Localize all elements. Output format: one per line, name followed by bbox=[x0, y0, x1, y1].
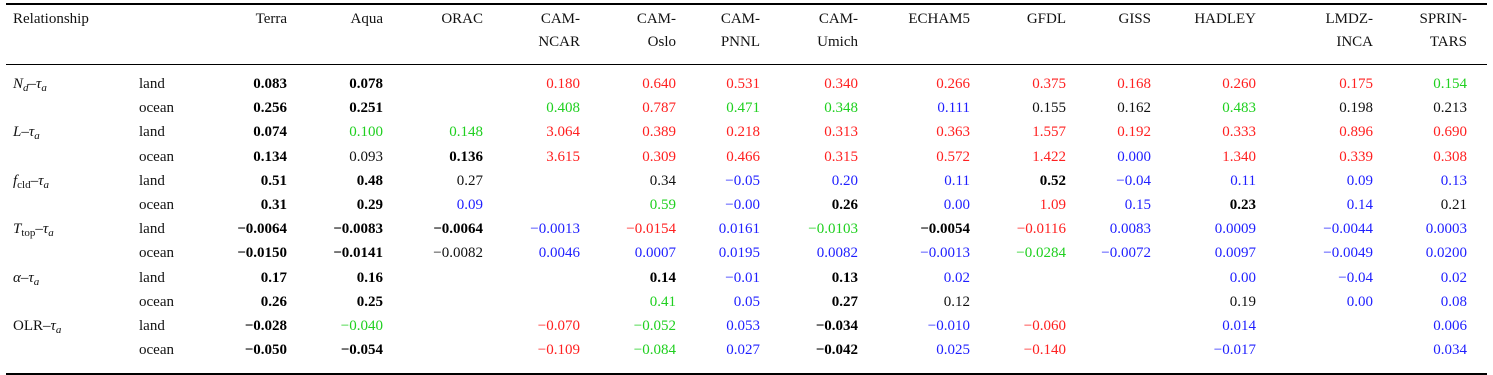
header-col-5 bbox=[721, 8, 760, 54]
header-col-line: Aqua bbox=[350, 11, 383, 27]
value-cell: 0.251 bbox=[349, 100, 383, 117]
value-cell: 0.48 bbox=[356, 172, 383, 189]
surface-label: ocean bbox=[139, 293, 174, 310]
value-cell: 0.000 bbox=[1117, 148, 1151, 165]
surface-label: land bbox=[139, 269, 165, 286]
header-col-2 bbox=[441, 8, 483, 31]
header-col-line: SPRIN- bbox=[1419, 11, 1467, 27]
value-cell: 0.466 bbox=[726, 148, 760, 165]
table-header-rule bbox=[6, 64, 1487, 65]
value-cell: 3.064 bbox=[546, 124, 580, 141]
header-col-0 bbox=[256, 8, 287, 31]
header-col-11 bbox=[1326, 8, 1374, 54]
value-cell: −0.0103 bbox=[808, 221, 858, 238]
relationship-var: N bbox=[13, 76, 24, 92]
header-col-line: LMDZ- bbox=[1325, 11, 1373, 27]
value-cell: 0.053 bbox=[726, 318, 760, 334]
value-cell: −0.050 bbox=[244, 342, 287, 359]
header-col-9 bbox=[1118, 8, 1151, 31]
value-cell: 0.339 bbox=[1339, 148, 1373, 165]
value-cell: −0.017 bbox=[1213, 342, 1256, 359]
relationship-var: T bbox=[13, 221, 22, 238]
value-cell: 0.471 bbox=[726, 100, 760, 117]
surface-label: land bbox=[139, 124, 165, 141]
relationship-var: L bbox=[13, 124, 22, 141]
value-cell: 0.13 bbox=[831, 269, 858, 286]
value-cell: 0.17 bbox=[260, 269, 287, 286]
surface-label: ocean bbox=[139, 100, 174, 117]
value-cell: 0.155 bbox=[1032, 100, 1066, 117]
value-cell: 0.787 bbox=[642, 100, 676, 117]
value-cell: 0.23 bbox=[1229, 197, 1256, 213]
value-cell: 0.0007 bbox=[634, 245, 676, 262]
surface-label: land bbox=[139, 221, 165, 238]
table-row bbox=[0, 241, 1493, 265]
value-cell: 0.05 bbox=[733, 293, 760, 310]
surface-label: land bbox=[139, 318, 165, 334]
value-cell: −0.052 bbox=[633, 318, 676, 334]
value-cell: −0.01 bbox=[725, 269, 760, 286]
value-cell: 0.12 bbox=[943, 293, 970, 310]
value-cell: 0.180 bbox=[546, 76, 580, 92]
value-cell: 0.0082 bbox=[816, 245, 858, 262]
surface-label: land bbox=[139, 172, 165, 189]
header-col-10 bbox=[1194, 8, 1256, 31]
relationship-dash: – bbox=[30, 172, 39, 189]
value-cell: 0.0003 bbox=[1425, 221, 1467, 238]
value-cell: 0.168 bbox=[1117, 76, 1151, 92]
table-row bbox=[0, 169, 1493, 193]
table-top-rule bbox=[6, 3, 1487, 5]
relationship-dash: – bbox=[35, 221, 43, 238]
value-cell: 0.389 bbox=[642, 124, 676, 141]
value-cell: 0.0200 bbox=[1425, 245, 1467, 262]
value-cell: 0.34 bbox=[649, 172, 676, 189]
header-col-12 bbox=[1419, 8, 1467, 54]
value-cell: −0.0064 bbox=[433, 221, 483, 238]
value-cell: 1.422 bbox=[1032, 148, 1066, 165]
value-cell: 0.025 bbox=[936, 342, 970, 359]
header-col-line: ECHAM5 bbox=[908, 11, 970, 27]
relationship-var: OLR bbox=[13, 318, 43, 334]
value-cell: 0.14 bbox=[1346, 197, 1373, 213]
table-row bbox=[0, 290, 1493, 314]
relationship-dash: – bbox=[21, 124, 29, 141]
value-cell: 1.557 bbox=[1032, 124, 1066, 141]
header-col-line: GFDL bbox=[1026, 11, 1066, 27]
value-cell: 0.27 bbox=[831, 293, 858, 310]
value-cell: 1.09 bbox=[1039, 197, 1066, 213]
value-cell: 0.59 bbox=[649, 197, 676, 213]
value-cell: 0.02 bbox=[1440, 269, 1467, 286]
value-cell: −0.060 bbox=[1023, 318, 1066, 334]
value-cell: −0.140 bbox=[1023, 342, 1066, 359]
header-col-line: INCA bbox=[1336, 34, 1373, 50]
value-cell: 0.00 bbox=[1346, 293, 1373, 310]
value-cell: 0.11 bbox=[944, 172, 970, 189]
relationship-tau-sub: a bbox=[33, 275, 40, 288]
value-cell: 0.192 bbox=[1117, 124, 1151, 141]
surface-label: ocean bbox=[139, 245, 174, 262]
value-cell: 0.31 bbox=[260, 197, 287, 213]
value-cell: 0.074 bbox=[253, 124, 287, 141]
table-row bbox=[0, 72, 1493, 96]
value-cell: −0.0150 bbox=[237, 245, 287, 262]
value-cell: 0.00 bbox=[1229, 269, 1256, 286]
value-cell: 0.348 bbox=[824, 100, 858, 117]
value-cell: 0.014 bbox=[1222, 318, 1256, 334]
relationship-tau-sub: a bbox=[41, 82, 47, 94]
relationship-tau: τ bbox=[50, 318, 56, 334]
value-cell: 0.154 bbox=[1433, 76, 1467, 92]
value-cell: −0.010 bbox=[927, 318, 970, 334]
table-row bbox=[0, 120, 1493, 144]
header-col-line: TARS bbox=[1429, 34, 1467, 50]
value-cell: −0.0082 bbox=[433, 245, 483, 262]
value-cell: −0.0284 bbox=[1016, 245, 1066, 262]
value-cell: −0.034 bbox=[815, 318, 858, 334]
header-col-4 bbox=[637, 8, 676, 54]
relationship-var: α bbox=[13, 269, 21, 286]
surface-label: land bbox=[139, 76, 165, 92]
value-cell: 0.315 bbox=[824, 148, 858, 165]
relationship-tau-sub: a bbox=[55, 324, 62, 336]
value-cell: 0.078 bbox=[349, 76, 383, 92]
value-cell: 0.21 bbox=[1440, 197, 1467, 213]
value-cell: 0.690 bbox=[1433, 124, 1467, 141]
value-cell: 0.027 bbox=[726, 342, 760, 359]
header-col-line: GISS bbox=[1118, 11, 1151, 27]
header-col-1 bbox=[351, 8, 384, 31]
value-cell: −0.0013 bbox=[920, 245, 970, 262]
value-cell: −0.109 bbox=[537, 342, 580, 359]
value-cell: 0.11 bbox=[1230, 172, 1256, 189]
relationship-tau: τ bbox=[42, 221, 49, 238]
value-cell: 0.0083 bbox=[1109, 221, 1151, 238]
header-col-line: ORAC bbox=[441, 11, 483, 27]
value-cell: 0.313 bbox=[824, 124, 858, 141]
value-cell: −0.0116 bbox=[1016, 221, 1066, 238]
value-cell: −0.042 bbox=[815, 342, 858, 359]
value-cell: 0.408 bbox=[546, 100, 580, 117]
value-cell: 0.29 bbox=[356, 197, 383, 213]
value-cell: 0.51 bbox=[260, 172, 287, 189]
value-cell: 0.13 bbox=[1440, 172, 1467, 189]
value-cell: 0.41 bbox=[649, 293, 676, 310]
value-cell: −0.0049 bbox=[1323, 245, 1373, 262]
relationship-var-sub: cld bbox=[17, 178, 31, 191]
value-cell: 0.134 bbox=[253, 148, 287, 165]
surface-label: ocean bbox=[139, 197, 174, 213]
value-cell: 0.00 bbox=[943, 197, 970, 213]
header-col-line: CAM- bbox=[720, 11, 760, 27]
relationship-var-sub: top bbox=[21, 227, 36, 240]
surface-label: ocean bbox=[139, 342, 174, 359]
relationship-tau: τ bbox=[38, 172, 44, 189]
header-col-line: PNNL bbox=[720, 34, 760, 50]
header-col-line: Oslo bbox=[647, 34, 676, 50]
value-cell: 0.08 bbox=[1440, 293, 1467, 310]
value-cell: 0.483 bbox=[1222, 100, 1256, 117]
relationship-tau: τ bbox=[28, 124, 35, 141]
value-cell: 0.333 bbox=[1222, 124, 1256, 141]
value-cell: 0.363 bbox=[936, 124, 970, 141]
value-cell: 0.308 bbox=[1433, 148, 1467, 165]
relationship-tau: τ bbox=[28, 269, 34, 286]
value-cell: 1.340 bbox=[1222, 148, 1256, 165]
value-cell: 0.25 bbox=[356, 293, 383, 310]
header-col-line: CAM- bbox=[636, 11, 676, 27]
value-cell: 0.034 bbox=[1433, 342, 1467, 359]
value-cell: 0.20 bbox=[831, 172, 858, 189]
value-cell: 0.340 bbox=[824, 76, 858, 92]
value-cell: 0.0161 bbox=[718, 221, 760, 238]
value-cell: 0.09 bbox=[456, 197, 483, 213]
relationship-dash: – bbox=[28, 76, 37, 92]
value-cell: 0.136 bbox=[449, 148, 483, 165]
surface-label: ocean bbox=[139, 148, 174, 165]
value-cell: 0.198 bbox=[1339, 100, 1373, 117]
value-cell: −0.05 bbox=[725, 172, 760, 189]
value-cell: −0.0083 bbox=[333, 221, 383, 238]
value-cell: 0.0009 bbox=[1214, 221, 1256, 238]
relationship-var-sub: d bbox=[23, 82, 29, 94]
value-cell: −0.028 bbox=[244, 318, 287, 334]
value-cell: 0.27 bbox=[456, 172, 483, 189]
value-cell: 3.615 bbox=[546, 148, 580, 165]
value-cell: 0.083 bbox=[253, 76, 287, 92]
value-cell: −0.054 bbox=[340, 342, 383, 359]
relationship-dash: – bbox=[20, 269, 29, 286]
value-cell: 0.309 bbox=[642, 148, 676, 165]
header-col-line: NCAR bbox=[538, 34, 580, 50]
value-cell: 0.093 bbox=[349, 148, 383, 165]
value-cell: −0.0013 bbox=[530, 221, 580, 238]
value-cell: 0.572 bbox=[936, 148, 970, 165]
relationship-dash: – bbox=[43, 318, 51, 334]
value-cell: 0.111 bbox=[937, 100, 970, 117]
value-cell: 0.896 bbox=[1339, 124, 1373, 141]
value-cell: 0.162 bbox=[1117, 100, 1151, 117]
table-row bbox=[0, 338, 1493, 362]
value-cell: −0.0064 bbox=[237, 221, 287, 238]
relationship-tau: τ bbox=[36, 76, 42, 92]
table-row bbox=[0, 96, 1493, 120]
value-cell: 0.19 bbox=[1229, 293, 1256, 310]
value-cell: 0.375 bbox=[1032, 76, 1066, 92]
header-col-line: CAM- bbox=[540, 11, 580, 27]
value-cell: −0.0054 bbox=[920, 221, 970, 238]
value-cell: 0.52 bbox=[1039, 172, 1066, 189]
value-cell: 0.100 bbox=[349, 124, 383, 141]
value-cell: −0.0044 bbox=[1323, 221, 1373, 238]
table-bottom-rule bbox=[6, 373, 1487, 375]
value-cell: 0.006 bbox=[1433, 318, 1467, 334]
value-cell: −0.04 bbox=[1338, 269, 1373, 286]
value-cell: −0.040 bbox=[340, 318, 383, 334]
value-cell: 0.640 bbox=[642, 76, 676, 92]
value-cell: −0.0072 bbox=[1101, 245, 1151, 262]
value-cell: −0.0141 bbox=[333, 245, 383, 262]
table-row bbox=[0, 217, 1493, 241]
header-col-line: Terra bbox=[255, 11, 287, 27]
header-col-line: CAM- bbox=[818, 11, 858, 27]
header-col-line: Umich bbox=[817, 34, 858, 50]
table-row bbox=[0, 314, 1493, 338]
value-cell: 0.16 bbox=[356, 269, 383, 286]
value-cell: 0.175 bbox=[1339, 76, 1373, 92]
relationship-tau-sub: a bbox=[43, 178, 49, 191]
value-cell: 0.02 bbox=[943, 269, 970, 286]
value-cell: 0.26 bbox=[831, 197, 858, 213]
value-cell: 0.266 bbox=[936, 76, 970, 92]
header-col-line: HADLEY bbox=[1194, 11, 1256, 27]
header-col-7 bbox=[908, 8, 970, 31]
header-col-8 bbox=[1027, 8, 1066, 31]
value-cell: 0.15 bbox=[1124, 197, 1151, 213]
value-cell: 0.148 bbox=[449, 124, 483, 141]
value-cell: 0.0097 bbox=[1214, 245, 1256, 262]
value-cell: 0.218 bbox=[726, 124, 760, 141]
value-cell: 0.260 bbox=[1222, 76, 1256, 92]
relationship-tau-sub: a bbox=[34, 130, 40, 143]
value-cell: −0.04 bbox=[1116, 172, 1151, 189]
relationship-tau-sub: a bbox=[48, 227, 54, 240]
value-cell: 0.0046 bbox=[538, 245, 580, 262]
header-col-6 bbox=[817, 8, 858, 54]
table-row bbox=[0, 193, 1493, 217]
value-cell: −0.070 bbox=[537, 318, 580, 334]
value-cell: −0.0154 bbox=[626, 221, 676, 238]
relationship-var: f bbox=[13, 172, 18, 189]
value-cell: 0.213 bbox=[1433, 100, 1467, 117]
header-col-3 bbox=[538, 8, 580, 54]
header-relationship: Relationship bbox=[13, 11, 89, 27]
value-cell: 0.09 bbox=[1346, 172, 1373, 189]
table-row bbox=[0, 266, 1493, 290]
value-cell: 0.256 bbox=[253, 100, 287, 117]
value-cell: 0.14 bbox=[649, 269, 676, 286]
value-cell: 0.0195 bbox=[718, 245, 760, 262]
value-cell: 0.26 bbox=[260, 293, 287, 310]
value-cell: −0.084 bbox=[633, 342, 676, 359]
value-cell: −0.00 bbox=[725, 197, 760, 213]
value-cell: 0.531 bbox=[726, 76, 760, 92]
table-row bbox=[0, 145, 1493, 169]
